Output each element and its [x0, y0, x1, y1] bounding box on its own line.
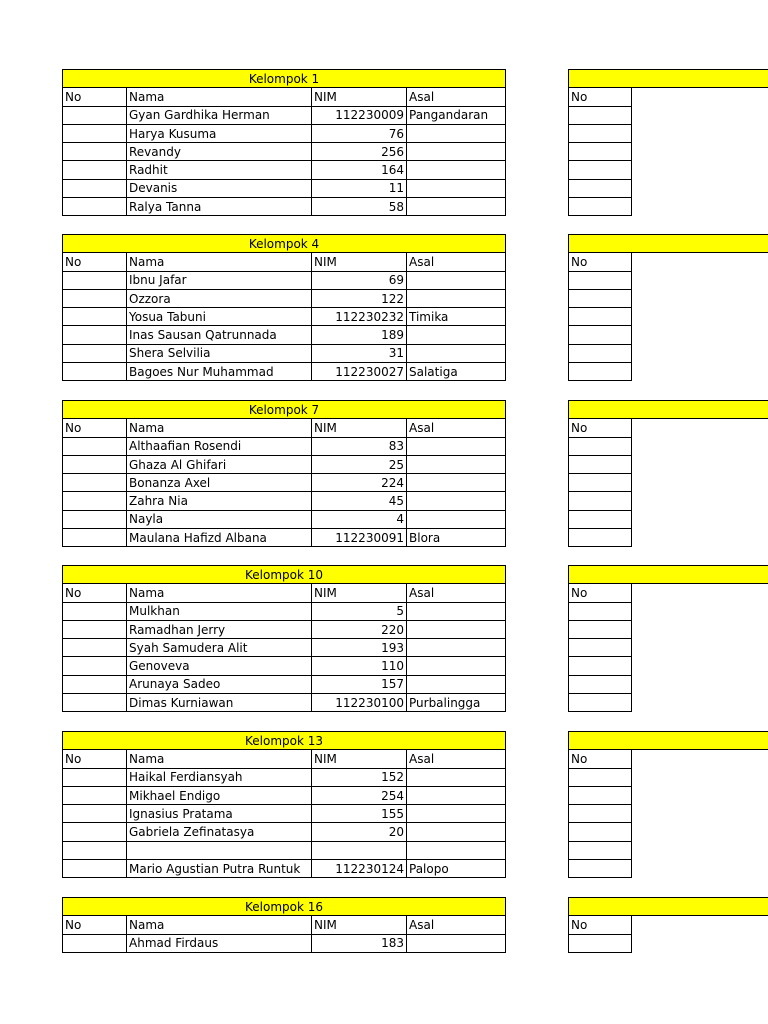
- cell-asal[interactable]: [407, 823, 506, 841]
- side-cell[interactable]: [569, 529, 632, 547]
- table-row: [63, 529, 506, 547]
- header-nim[interactable]: NIM: [312, 88, 407, 106]
- cell-asal[interactable]: [407, 492, 506, 510]
- cell-nama[interactable]: Maulana Hafizd Albana: [127, 529, 312, 547]
- cell-nama[interactable]: Ghaza Al Ghifari: [127, 455, 312, 473]
- cell-no[interactable]: [63, 161, 127, 179]
- cell-no[interactable]: [63, 934, 127, 952]
- cell-no[interactable]: [63, 344, 127, 362]
- header-nama[interactable]: Nama: [127, 88, 312, 106]
- header-nim[interactable]: NIM: [312, 916, 407, 934]
- table-row: [63, 823, 506, 841]
- side-cell[interactable]: [569, 786, 632, 804]
- cell-nama[interactable]: Ralya Tanna: [127, 198, 312, 216]
- cell-nim[interactable]: 112230232: [312, 308, 407, 326]
- table-row: [63, 308, 506, 326]
- side-cell[interactable]: [569, 455, 632, 473]
- side-group-title[interactable]: [568, 731, 768, 750]
- cell-asal[interactable]: [407, 620, 506, 638]
- cell-nama[interactable]: Genoveva: [127, 657, 312, 675]
- side-cell[interactable]: [569, 344, 632, 362]
- side-cell[interactable]: [569, 934, 632, 952]
- header-asal[interactable]: Asal: [407, 88, 506, 106]
- cell-no[interactable]: [63, 106, 127, 124]
- cell-nim[interactable]: 112230009: [312, 106, 407, 124]
- side-cell[interactable]: [569, 639, 632, 657]
- table-row: [63, 161, 506, 179]
- cell-nama[interactable]: Nayla: [127, 510, 312, 528]
- cell-nim[interactable]: 112230027: [312, 363, 407, 381]
- cell-asal[interactable]: [407, 768, 506, 786]
- group-table: [62, 69, 506, 216]
- side-cell[interactable]: [569, 143, 632, 161]
- cell-asal[interactable]: [407, 602, 506, 620]
- cell-asal[interactable]: Timika: [407, 308, 506, 326]
- cell-no[interactable]: [63, 639, 127, 657]
- side-group-table: [568, 749, 632, 878]
- side-cell[interactable]: [569, 289, 632, 307]
- cell-nama[interactable]: Ahmad Firdaus: [127, 934, 312, 952]
- cell-no[interactable]: [63, 455, 127, 473]
- side-header-no[interactable]: No: [569, 419, 632, 437]
- cell-asal[interactable]: [407, 289, 506, 307]
- cell-asal[interactable]: [407, 179, 506, 197]
- cell-nim[interactable]: 183: [312, 934, 407, 952]
- cell-nim[interactable]: 31: [312, 344, 407, 362]
- cell-nama[interactable]: Althaafian Rosendi: [127, 437, 312, 455]
- cell-nama[interactable]: Mikhael Endigo: [127, 786, 312, 804]
- group-title[interactable]: Kelompok 1: [63, 70, 506, 88]
- table-row: [63, 326, 506, 344]
- cell-nama[interactable]: Ozzora: [127, 289, 312, 307]
- cell-nim[interactable]: 83: [312, 437, 407, 455]
- cell-no[interactable]: [63, 786, 127, 804]
- cell-no[interactable]: [63, 271, 127, 289]
- cell-nim[interactable]: 76: [312, 124, 407, 142]
- cell-nim[interactable]: 11: [312, 179, 407, 197]
- cell-no[interactable]: [63, 308, 127, 326]
- table-row: [63, 363, 506, 381]
- table-row: [63, 179, 506, 197]
- side-group-table: [568, 87, 632, 216]
- cell-nim[interactable]: 112230124: [312, 860, 407, 878]
- header-no[interactable]: No: [63, 584, 127, 602]
- cell-asal[interactable]: Purbalingga: [407, 694, 506, 712]
- cell-nim[interactable]: 155: [312, 805, 407, 823]
- side-group-table: [568, 418, 632, 547]
- group-table: [62, 897, 506, 953]
- cell-asal[interactable]: [407, 786, 506, 804]
- header-asal[interactable]: Asal: [407, 916, 506, 934]
- side-group-table: [568, 915, 632, 953]
- cell-nama[interactable]: Yosua Tabuni: [127, 308, 312, 326]
- header-nim[interactable]: NIM: [312, 419, 407, 437]
- cell-asal[interactable]: [407, 639, 506, 657]
- cell-nama[interactable]: Syah Samudera Alit: [127, 639, 312, 657]
- header-no[interactable]: No: [63, 88, 127, 106]
- cell-nama[interactable]: Ibnu Jafar: [127, 271, 312, 289]
- cell-nim[interactable]: 20: [312, 823, 407, 841]
- side-cell[interactable]: [569, 363, 632, 381]
- table-row: [63, 675, 506, 693]
- group-title[interactable]: Kelompok 4: [63, 235, 506, 253]
- table-row: [63, 143, 506, 161]
- table-row: [63, 124, 506, 142]
- side-group-title[interactable]: [568, 565, 768, 584]
- cell-nama[interactable]: Revandy: [127, 143, 312, 161]
- table-row: [63, 455, 506, 473]
- cell-no[interactable]: [63, 124, 127, 142]
- cell-nim[interactable]: 4: [312, 510, 407, 528]
- cell-nim[interactable]: 112230100: [312, 694, 407, 712]
- cell-no[interactable]: [63, 492, 127, 510]
- header-nim[interactable]: NIM: [312, 584, 407, 602]
- cell-asal[interactable]: [407, 344, 506, 362]
- side-cell[interactable]: [569, 841, 632, 859]
- side-cell[interactable]: [569, 805, 632, 823]
- cell-no[interactable]: [63, 363, 127, 381]
- header-nim[interactable]: NIM: [312, 253, 407, 271]
- cell-nama[interactable]: Ramadhan Jerry: [127, 620, 312, 638]
- side-cell[interactable]: [569, 768, 632, 786]
- cell-nim[interactable]: 254: [312, 786, 407, 804]
- cell-asal[interactable]: Blora: [407, 529, 506, 547]
- cell-asal[interactable]: [407, 124, 506, 142]
- cell-nim[interactable]: [312, 841, 407, 859]
- table-row: [63, 805, 506, 823]
- cell-no[interactable]: [63, 326, 127, 344]
- cell-no[interactable]: [63, 768, 127, 786]
- cell-asal[interactable]: [407, 271, 506, 289]
- cell-nim[interactable]: 256: [312, 143, 407, 161]
- group-title[interactable]: Kelompok 10: [63, 566, 506, 584]
- header-nama[interactable]: Nama: [127, 419, 312, 437]
- cell-no[interactable]: [63, 675, 127, 693]
- table-row: [63, 510, 506, 528]
- cell-nim[interactable]: 69: [312, 271, 407, 289]
- side-group-title[interactable]: [568, 69, 768, 88]
- side-header-no[interactable]: No: [569, 88, 632, 106]
- table-row: [63, 841, 506, 859]
- cell-nim[interactable]: 152: [312, 768, 407, 786]
- cell-no[interactable]: [63, 289, 127, 307]
- cell-asal[interactable]: [407, 841, 506, 859]
- cell-no[interactable]: [63, 657, 127, 675]
- side-header-no[interactable]: No: [569, 916, 632, 934]
- side-cell[interactable]: [569, 675, 632, 693]
- cell-nama[interactable]: Arunaya Sadeo: [127, 675, 312, 693]
- cell-nama[interactable]: Dimas Kurniawan: [127, 694, 312, 712]
- table-row: [63, 198, 506, 216]
- side-cell[interactable]: [569, 492, 632, 510]
- cell-nama[interactable]: Radhit: [127, 161, 312, 179]
- side-group-title[interactable]: [568, 897, 768, 916]
- cell-no[interactable]: [63, 694, 127, 712]
- table-row: [63, 639, 506, 657]
- table-row: [63, 694, 506, 712]
- cell-nim[interactable]: 122: [312, 289, 407, 307]
- group-title[interactable]: Kelompok 7: [63, 401, 506, 419]
- side-cell[interactable]: [569, 161, 632, 179]
- header-no[interactable]: No: [63, 419, 127, 437]
- cell-asal[interactable]: [407, 161, 506, 179]
- header-no[interactable]: No: [63, 916, 127, 934]
- side-cell[interactable]: [569, 474, 632, 492]
- cell-asal[interactable]: [407, 510, 506, 528]
- cell-nama[interactable]: Inas Sausan Qatrunnada: [127, 326, 312, 344]
- side-header-no[interactable]: No: [569, 584, 632, 602]
- table-row: [63, 492, 506, 510]
- cell-nim[interactable]: 220: [312, 620, 407, 638]
- side-cell[interactable]: [569, 124, 632, 142]
- side-group-table: [568, 252, 632, 381]
- cell-nama[interactable]: Gyan Gardhika Herman: [127, 106, 312, 124]
- side-cell[interactable]: [569, 860, 632, 878]
- header-nim[interactable]: NIM: [312, 750, 407, 768]
- table-row: [63, 437, 506, 455]
- cell-no[interactable]: [63, 179, 127, 197]
- cell-nim[interactable]: 110: [312, 657, 407, 675]
- cell-no[interactable]: [63, 602, 127, 620]
- cell-nim[interactable]: 224: [312, 474, 407, 492]
- side-cell[interactable]: [569, 198, 632, 216]
- cell-nama[interactable]: Mulkhan: [127, 602, 312, 620]
- header-no[interactable]: No: [63, 750, 127, 768]
- cell-asal[interactable]: [407, 805, 506, 823]
- side-cell[interactable]: [569, 326, 632, 344]
- cell-nama[interactable]: Harya Kusuma: [127, 124, 312, 142]
- header-asal[interactable]: Asal: [407, 419, 506, 437]
- header-nama[interactable]: Nama: [127, 584, 312, 602]
- table-row: [63, 289, 506, 307]
- cell-asal[interactable]: [407, 675, 506, 693]
- cell-nim[interactable]: 45: [312, 492, 407, 510]
- cell-no[interactable]: [63, 143, 127, 161]
- side-group-title[interactable]: [568, 234, 768, 253]
- table-row: [63, 768, 506, 786]
- cell-asal[interactable]: Palopo: [407, 860, 506, 878]
- cell-asal[interactable]: [407, 143, 506, 161]
- cell-no[interactable]: [63, 198, 127, 216]
- cell-nama[interactable]: Devanis: [127, 179, 312, 197]
- group-table: [62, 400, 506, 547]
- cell-nama[interactable]: Haikal Ferdiansyah: [127, 768, 312, 786]
- table-row: [63, 602, 506, 620]
- side-cell[interactable]: [569, 602, 632, 620]
- table-row: [63, 657, 506, 675]
- group-table: [62, 565, 506, 712]
- table-row: [63, 271, 506, 289]
- header-nama[interactable]: Nama: [127, 916, 312, 934]
- cell-no[interactable]: [63, 474, 127, 492]
- side-cell[interactable]: [569, 437, 632, 455]
- group-title[interactable]: Kelompok 13: [63, 732, 506, 750]
- cell-nim[interactable]: 112230091: [312, 529, 407, 547]
- cell-asal[interactable]: [407, 198, 506, 216]
- cell-nama[interactable]: Mario Agustian Putra Runtuk: [127, 860, 312, 878]
- table-row: [63, 474, 506, 492]
- cell-nim[interactable]: 193: [312, 639, 407, 657]
- cell-asal[interactable]: Salatiga: [407, 363, 506, 381]
- side-header-no[interactable]: No: [569, 750, 632, 768]
- side-cell[interactable]: [569, 106, 632, 124]
- header-nama[interactable]: Nama: [127, 750, 312, 768]
- side-group-table: [568, 583, 632, 712]
- cell-no[interactable]: [63, 823, 127, 841]
- cell-asal[interactable]: [407, 455, 506, 473]
- table-row: [63, 620, 506, 638]
- side-cell[interactable]: [569, 510, 632, 528]
- cell-asal[interactable]: [407, 934, 506, 952]
- cell-nama[interactable]: Ignasius Pratama: [127, 805, 312, 823]
- table-row: [63, 934, 506, 952]
- table-row: [63, 860, 506, 878]
- table-row: [63, 106, 506, 124]
- cell-nama[interactable]: Zahra Nia: [127, 492, 312, 510]
- side-header-no[interactable]: No: [569, 253, 632, 271]
- cell-asal[interactable]: [407, 437, 506, 455]
- cell-no[interactable]: [63, 529, 127, 547]
- cell-nama[interactable]: Bagoes Nur Muhammad: [127, 363, 312, 381]
- cell-no[interactable]: [63, 841, 127, 859]
- cell-nim[interactable]: 164: [312, 161, 407, 179]
- cell-nama[interactable]: [127, 841, 312, 859]
- cell-nama[interactable]: Bonanza Axel: [127, 474, 312, 492]
- cell-no[interactable]: [63, 437, 127, 455]
- cell-no[interactable]: [63, 860, 127, 878]
- cell-nama[interactable]: Gabriela Zefinatasya: [127, 823, 312, 841]
- cell-asal[interactable]: [407, 326, 506, 344]
- cell-asal[interactable]: [407, 657, 506, 675]
- side-cell[interactable]: [569, 308, 632, 326]
- cell-asal[interactable]: Pangandaran: [407, 106, 506, 124]
- header-asal[interactable]: Asal: [407, 750, 506, 768]
- side-cell[interactable]: [569, 179, 632, 197]
- side-cell[interactable]: [569, 271, 632, 289]
- header-asal[interactable]: Asal: [407, 584, 506, 602]
- table-row: [63, 344, 506, 362]
- cell-no[interactable]: [63, 510, 127, 528]
- cell-nim[interactable]: 58: [312, 198, 407, 216]
- group-title[interactable]: Kelompok 16: [63, 898, 506, 916]
- table-row: [63, 786, 506, 804]
- side-cell[interactable]: [569, 620, 632, 638]
- side-cell[interactable]: [569, 823, 632, 841]
- group-table: [62, 234, 506, 381]
- cell-asal[interactable]: [407, 474, 506, 492]
- cell-no[interactable]: [63, 805, 127, 823]
- side-cell[interactable]: [569, 694, 632, 712]
- header-asal[interactable]: Asal: [407, 253, 506, 271]
- cell-nim[interactable]: 189: [312, 326, 407, 344]
- cell-nim[interactable]: 25: [312, 455, 407, 473]
- header-nama[interactable]: Nama: [127, 253, 312, 271]
- side-cell[interactable]: [569, 657, 632, 675]
- side-group-title[interactable]: [568, 400, 768, 419]
- cell-nim[interactable]: 5: [312, 602, 407, 620]
- cell-nama[interactable]: Shera Selvilia: [127, 344, 312, 362]
- cell-no[interactable]: [63, 620, 127, 638]
- header-no[interactable]: No: [63, 253, 127, 271]
- cell-nim[interactable]: 157: [312, 675, 407, 693]
- group-table: [62, 731, 506, 878]
